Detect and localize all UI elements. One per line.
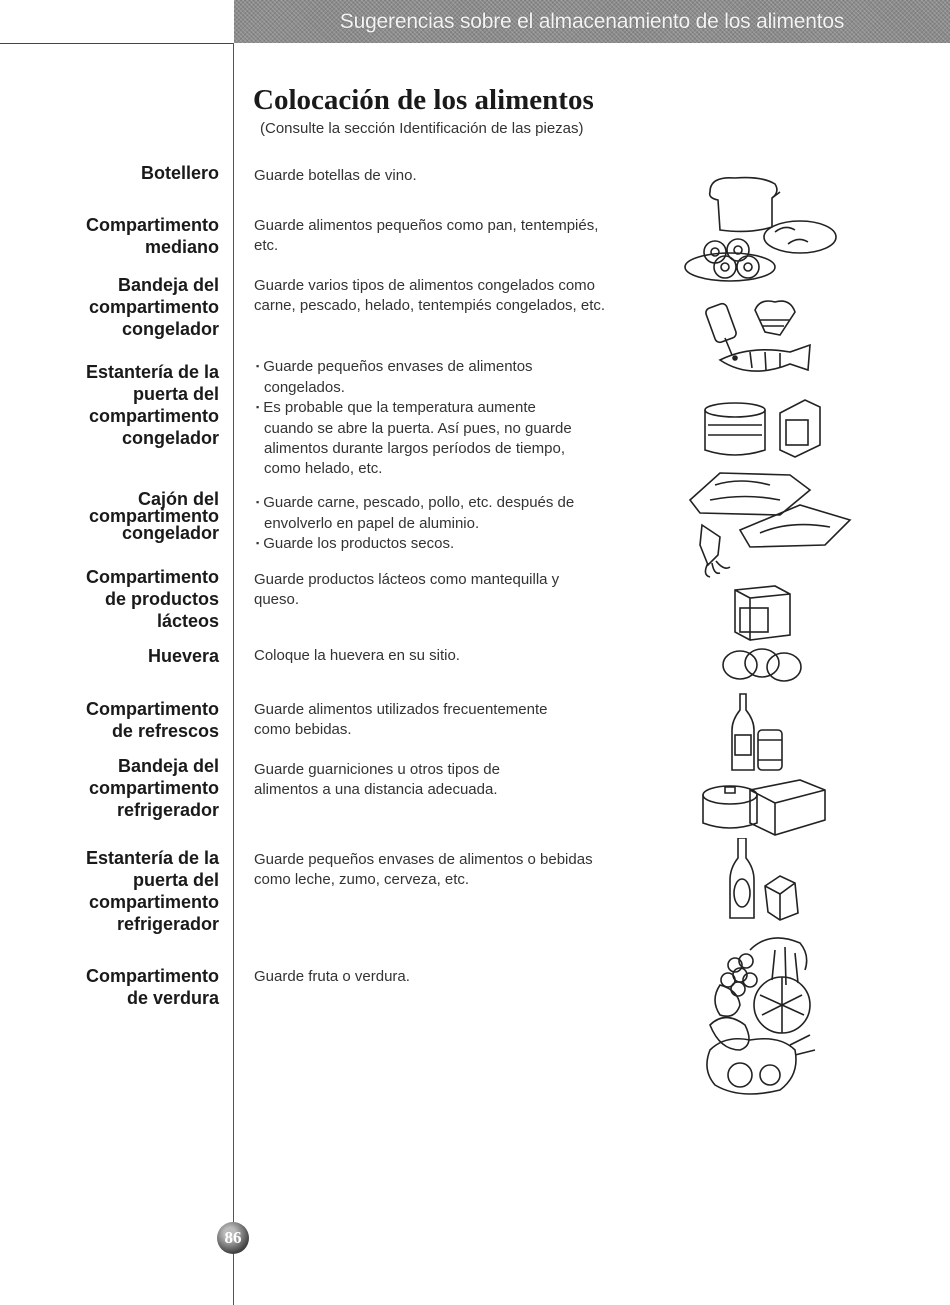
label-compartimento-mediano: Compartimento mediano [85, 215, 219, 257]
label-cajon-congelador: Cajón del compartimento congelador [88, 489, 219, 543]
desc-verdura: Guarde fruta o verdura. [254, 968, 410, 985]
bullet-item: ▪ Guarde los productos secos. [254, 534, 614, 555]
drinks-illustration [680, 690, 850, 775]
label-botellero: Botellero [140, 163, 219, 183]
page-number: 86 [224, 1228, 242, 1247]
desc-bandeja-refrigerador: Guarde guarniciones u otros tipos de alimentos a una distancia adecuada. [254, 761, 500, 798]
butter-cheese-illustration [680, 580, 800, 645]
desc-productos-lacteos: Guarde productos lácteos como mantequilla y queso. [254, 571, 560, 608]
header-rule [0, 43, 234, 44]
bread-snacks-illustration [680, 172, 850, 292]
header-banner [234, 0, 950, 43]
label-huevera: Huevera [147, 646, 219, 666]
desc-estanteria-puerta-refrigerador: Guarde pequeños envases de alimentos o bebidas como leche, zumo, cerveza, etc. [254, 851, 593, 888]
milk-bottle-illustration [680, 838, 850, 923]
desc-bandeja-congelador: Guarde varios tipos de alimentos congelados como carne, pescado, helado, tentempiés congelados, etc. [254, 277, 606, 314]
desc-refrescos: Guarde alimentos utilizados frecuentemente como bebidas. [254, 701, 548, 738]
label-bandeja-refrigerador: Bandeja del compartimento refrigerador [88, 756, 219, 820]
fruit-vegetables-illustration [680, 925, 850, 1115]
desc-compartimento-mediano: Guarde alimentos pequeños como pan, tentempiés, etc. [254, 217, 599, 254]
bullet-item: ▪ Guarde carne, pescado, pollo, etc. después de envolverlo en papel de aluminio. [254, 493, 614, 534]
eggs-illustration [680, 645, 850, 685]
label-estanteria-puerta-refrigerador: Estantería de la puerta del compartimento refrigerador [85, 848, 219, 934]
page-number-badge [217, 1222, 249, 1254]
label-bandeja-congelador: Bandeja del compartimento congelador [88, 275, 219, 339]
desc-huevera: Coloque la huevera en su sitio. [254, 647, 460, 664]
label-productos-lacteos: Compartimento de productos lácteos [85, 567, 219, 631]
label-estanteria-puerta-congelador: Estantería de la puerta del compartimento congelador [85, 362, 219, 448]
meat-fish-illustration [680, 465, 855, 580]
label-verdura: Compartimento de verdura [85, 966, 219, 1008]
banner-title: Sugerencias sobre el almacenamiento de los alimentos [339, 9, 845, 33]
containers-illustration [680, 395, 850, 465]
label-refrescos: Compartimento de refrescos [85, 699, 219, 741]
desc-cajon-congelador [254, 493, 614, 555]
section-title: Colocación de los alimentos [253, 84, 594, 116]
desc-estanteria-puerta-congelador [254, 357, 589, 479]
side-dishes-illustration [680, 775, 850, 840]
frozen-food-illustration [680, 290, 850, 400]
section-subtitle: (Consulte la sección Identificación de las piezas) [260, 120, 584, 137]
desc-botellero: Guarde botellas de vino. [254, 167, 417, 184]
column-divider [233, 43, 234, 1305]
bullet-item: ▪ Guarde pequeños envases de alimentos congelados. [254, 357, 589, 398]
bullet-item: ▪ Es probable que la temperatura aumente cuando se abre la puerta. Así pues, no guarde alimentos durante largos períodos de tiempo, como helado, etc. [254, 398, 589, 479]
